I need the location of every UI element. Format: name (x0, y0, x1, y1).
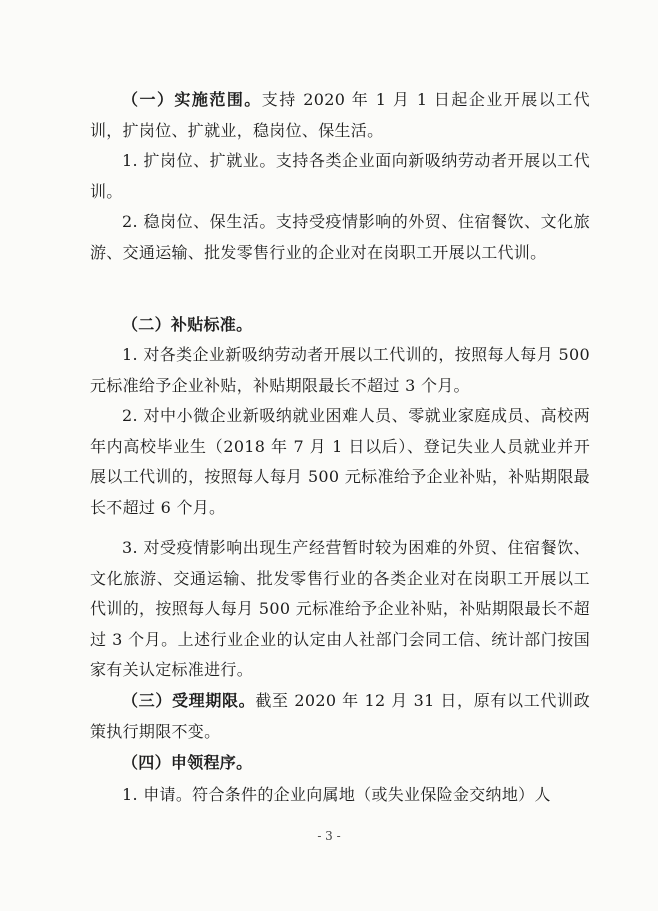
section-2-item-2: 2. 对中小微企业新吸纳就业困难人员、零就业家庭成员、高校两年内高校毕业生（2018 年 7 月 1 日以后）、登记失业人员就业并开展以工代训的，按照每人每月 500 元标准给予企业补贴，补贴期限最长不超过 6 个月。 (90, 406, 590, 517)
section-1-item-2-text: 支持受疫情影响的外贸、住宿餐饮、文化旅游、交通运输、批发零售行业的企业对在岗职工开展以工代训。 (90, 212, 591, 262)
section-3-paragraph (90, 686, 590, 747)
section-1-item-1 (90, 146, 590, 207)
section-4-item-1-heading: 1. 申请。 (122, 785, 193, 804)
section-4-heading: （四）申领程序。 (122, 753, 253, 772)
section-1-paragraph (90, 85, 590, 146)
section-2-item-1: 1. 对各类企业新吸纳劳动者开展以工代训的，按照每人每月 500 元标准给予企业补贴，补贴期限最长不超过 3 个月。 (90, 345, 590, 395)
section-1-heading: （一）实施范围。 (122, 90, 262, 109)
section-2-item-3: 3. 对受疫情影响出现生产经营暂时较为困难的外贸、住宿餐饮、文化旅游、交通运输、批发零售行业的各类企业对在岗职工开展以工代训的，按照每人每月 500 元标准给予企业补贴，补贴期限最长不超过 3 个月。上述行业企业的认定由人社部门会同工信、统计部门按国家有关认定标准进行。 (90, 538, 590, 679)
section-4-item-1 (90, 780, 590, 811)
section-1-item-2-heading: 2. 稳岗位、保生活。 (122, 212, 276, 231)
page-number: - 3 - (317, 829, 341, 843)
section-1-text: 支持 2020 年 1 月 1 日起企业开展以工代训，扩岗位、扩就业，稳岗位、保生活。 (90, 90, 590, 140)
section-4-item-1-text: 符合条件的企业向属地（或失业保险金交纳地）人 (192, 785, 551, 804)
section-2-heading: （二）补贴标准。 (122, 315, 253, 334)
section-1-item-2 (90, 207, 590, 268)
section-1-item-1-text: 支持各类企业面向新吸纳劳动者开展以工代训。 (90, 151, 591, 201)
section-1-item-1-heading: 1. 扩岗位、扩就业。 (122, 151, 276, 170)
section-3-heading: （三）受理期限。 (122, 691, 256, 710)
section-3-text: 截至 2020 年 12 月 31 日，原有以工代训政策执行期限不变。 (90, 691, 590, 741)
